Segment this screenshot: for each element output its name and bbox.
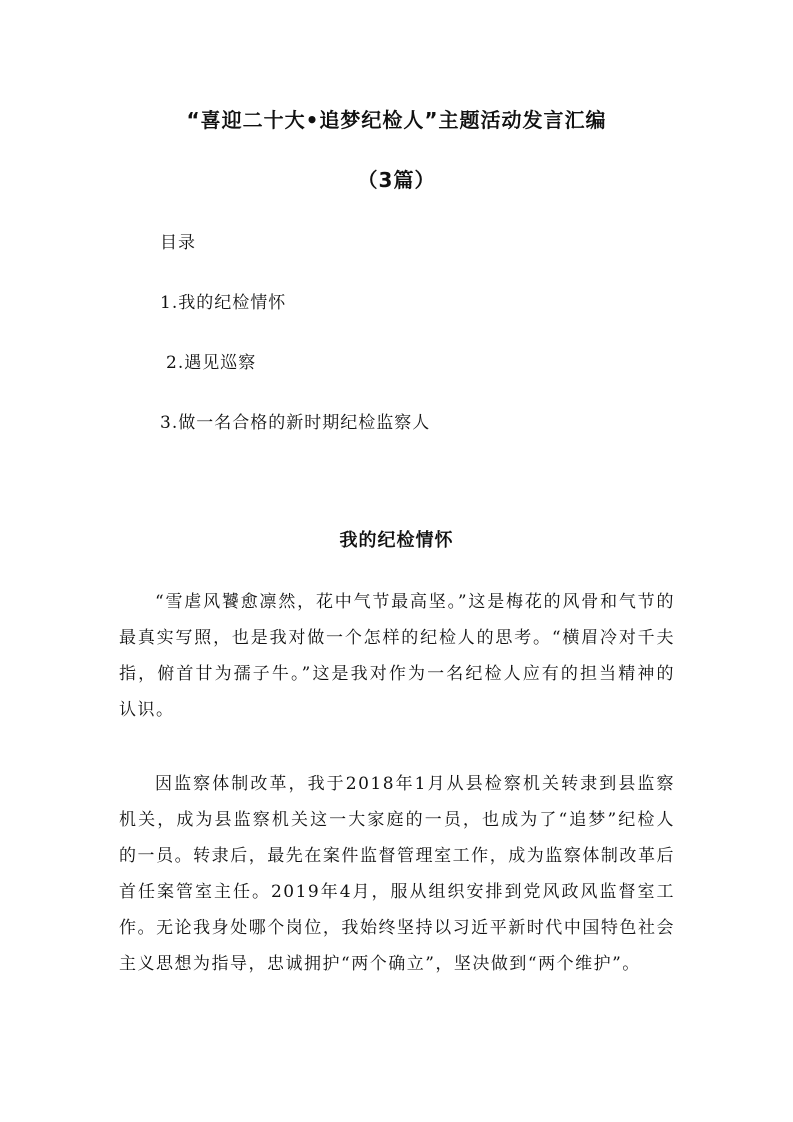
toc-item: 1.我的纪检情怀 — [160, 293, 287, 313]
toc-heading: 目录 — [160, 233, 196, 253]
body-paragraph: “雪虐风饕愈凛然，花中气节最高坚。”这是梅花的风骨和气节的最真实写照，也是我对做一个怎样的纪检人的思考。“横眉冷对千夫指，俯首甘为孺子牛。”这是我对作为一名纪检人应有的担当精神的认识。 — [119, 592, 675, 720]
section-title: 我的纪检情怀 — [339, 530, 454, 551]
document-subtitle: （3篇） — [357, 168, 436, 192]
body-paragraph: 因监察体制改革，我于2018年1月从县检察机关转隶到县监察机关，成为县监察机关这一大家庭的一员，也成为了“追梦”纪检人的一员。转隶后，最先在案件监督管理室工作，成为监察体制改革后首任案管室主任。2019年4月，服从组织安排到党风政风监督室工作。无论我身处哪个岗位，我始终坚持以习近平新时代中国特色社会主义思想为指导，忠诚拥护“两个确立”，坚决做到“两个维护”。 — [119, 774, 675, 974]
toc-item: 2.遇见巡察 — [166, 353, 257, 373]
document-title: “喜迎二十大•追梦纪检人”主题活动发言汇编 — [186, 108, 607, 132]
toc-item: 3.做一名合格的新时期纪检监察人 — [160, 413, 431, 433]
